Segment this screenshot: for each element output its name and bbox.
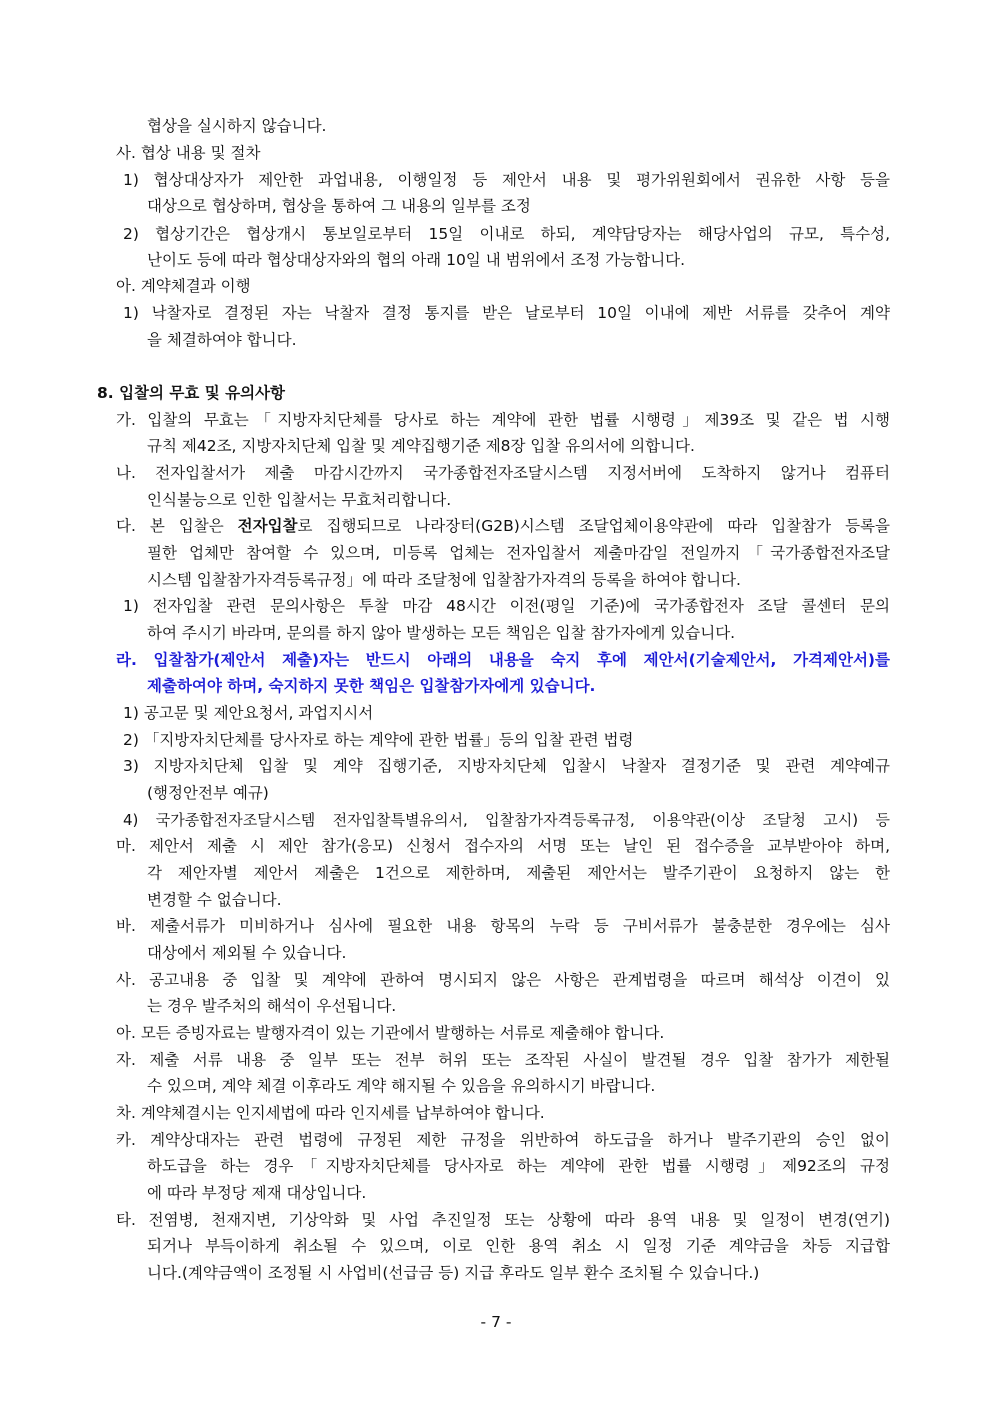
text-line: 1) 전자입찰 관련 문의사항은 투찰 마감 48시간 이전(평일 기준)에 국가종합전자 조달 콜센터 문의	[123, 597, 890, 615]
text-line: 다. 본 입찰은 전자입찰로 집행되므로 나라장터(G2B)시스템 조달업체이용약관에 따라 입찰참가 등록을	[116, 517, 890, 535]
text-line: 1) 공고문 및 제안요청서, 과업지시서	[123, 704, 374, 722]
text-line: 4) 국가종합전자조달시스템 전자입찰특별유의서, 입찰참가자격등록규정, 이용약관(이상 조달청 고시) 등	[123, 811, 890, 829]
text-line: 하도급을 하는 경우「지방자치단체를 당사자로 하는 계약에 관한 법률 시행령」제92조의 규정	[147, 1157, 890, 1175]
emphasis-text: 전자입찰	[237, 517, 298, 535]
subsection-heading: 사. 협상 내용 및 절차	[116, 144, 261, 162]
text-line: 가. 입찰의 무효는「지방자치단체를 당사로 하는 계약에 관한 법률 시행령」제39조 및 같은 법 시행	[116, 411, 890, 429]
notice-line: 라. 입찰참가(제안서 제출)자는 반드시 아래의 내용을 숙지 후에 제안서(기술제안서, 가격제안서)를	[116, 651, 890, 669]
text-line: 규칙 제42조, 지방자치단체 입찰 및 계약집행기준 제8장 입찰 유의서에 의합니다.	[147, 437, 695, 455]
text-line: 차. 계약체결시는 인지세법에 따라 인지세를 납부하여야 합니다.	[116, 1104, 545, 1122]
text-line: 3) 지방자치단체 입찰 및 계약 집행기준, 지방자치단체 입찰시 낙찰자 결정기준 및 관련 계약예규	[123, 757, 890, 775]
text-line: 필한 업체만 참여할 수 있으며, 미등록 업체는 전자입찰서 제출마감일 전일까지「국가종합전자조달	[147, 544, 890, 562]
text-line: 니다.(계약금액이 조정될 시 사업비(선급금 등) 지급 후라도 일부 환수 조치될 수 있습니다.)	[147, 1264, 760, 1282]
text-line: 마. 제안서 제출 시 제안 참가(응모) 신청서 접수자의 서명 또는 날인 된 접수증을 교부받아야 하며,	[116, 837, 890, 855]
text-line: 2) 협상기간은 협상개시 통보일로부터 15일 이내로 하되, 계약담당자는 해당사업의 규모, 특수성,	[123, 225, 890, 243]
text-line: 나. 전자입찰서가 제출 마감시간까지 국가종합전자조달시스템 지정서버에 도착하지 않거나 컴퓨터	[116, 464, 890, 482]
text-line: 자. 제출 서류 내용 중 일부 또는 전부 허위 또는 조작된 사실이 발견될 경우 입찰 참가가 제한될	[116, 1051, 890, 1069]
text-line: 협상을 실시하지 않습니다.	[147, 117, 327, 135]
text-line: 바. 제출서류가 미비하거나 심사에 필요한 내용 항목의 누락 등 구비서류가 불충분한 경우에는 심사	[116, 917, 890, 935]
text-line: 수 있으며, 계약 체결 이후라도 계약 해지될 수 있음을 유의하시기 바랍니다.	[147, 1077, 656, 1095]
text-line: 에 따라 부정당 제재 대상입니다.	[147, 1184, 367, 1202]
notice-line: 제출하여야 하며, 숙지하지 못한 책임은 입찰참가자에게 있습니다.	[147, 677, 596, 695]
text-line: 카. 계약상대자는 관련 법령에 규정된 제한 규정을 위반하여 하도급을 하거나 발주기관의 승인 없이	[116, 1131, 890, 1149]
text-line: 시스템 입찰참가자격등록규정」에 따라 조달청에 입찰참가자격의 등록을 하여야 합니다.	[147, 571, 741, 589]
text-line: 을 체결하여야 합니다.	[147, 331, 297, 349]
text-line: 하여 주시기 바라며, 문의를 하지 않아 발생하는 모든 책임은 입찰 참가자에게 있습니다.	[147, 624, 736, 642]
text-line: 변경할 수 없습니다.	[147, 891, 282, 909]
text-line: 1) 협상대상자가 제안한 과업내용, 이행일정 등 제안서 내용 및 평가위원회에서 권유한 사항 등을	[123, 171, 890, 189]
text-line: 타. 전염병, 천재지변, 기상악화 및 사업 추진일정 또는 상황에 따라 용역 내용 및 일정이 변경(연기)	[116, 1211, 890, 1229]
text-line: 대상으로 협상하며, 협상을 통하여 그 내용의 일부를 조정	[147, 197, 531, 215]
text-line: 되거나 부득이하게 취소될 수 있으며, 이로 인한 용역 취소 시 일정 기준 계약금을 차등 지급합	[147, 1237, 890, 1255]
section-heading: 8. 입찰의 무효 및 유의사항	[97, 384, 285, 402]
text-line: 아. 모든 증빙자료는 발행자격이 있는 기관에서 발행하는 서류로 제출해야 합니다.	[116, 1024, 665, 1042]
text-line: 사. 공고내용 중 입찰 및 계약에 관하여 명시되지 않은 사항은 관계법령을 따르며 해석상 이견이 있	[116, 971, 890, 989]
text-line: 는 경우 발주처의 해석이 우선됩니다.	[147, 997, 397, 1015]
text-line: 1) 낙찰자로 결정된 자는 낙찰자 결정 통지를 받은 날로부터 10일 이내에 제반 서류를 갖추어 계약	[123, 304, 890, 322]
text-line: (행정안전부 예규)	[147, 784, 269, 802]
text-line: 2) 「지방자치단체를 당사자로 하는 계약에 관한 법률」등의 입찰 관련 법령	[123, 731, 634, 749]
subsection-heading: 아. 계약체결과 이행	[116, 277, 251, 295]
page-number: - 7 -	[480, 1313, 512, 1331]
text-line: 난이도 등에 따라 협상대상자와의 협의 아래 10일 내 범위에서 조정 가능합니다.	[147, 251, 686, 269]
text-line: 대상에서 제외될 수 있습니다.	[147, 944, 347, 962]
text-line: 각 제안자별 제안서 제출은 1건으로 제한하며, 제출된 제안서는 발주기관이 요청하지 않는 한	[147, 864, 890, 882]
text-line: 인식불능으로 인한 입찰서는 무효처리합니다.	[147, 491, 452, 509]
